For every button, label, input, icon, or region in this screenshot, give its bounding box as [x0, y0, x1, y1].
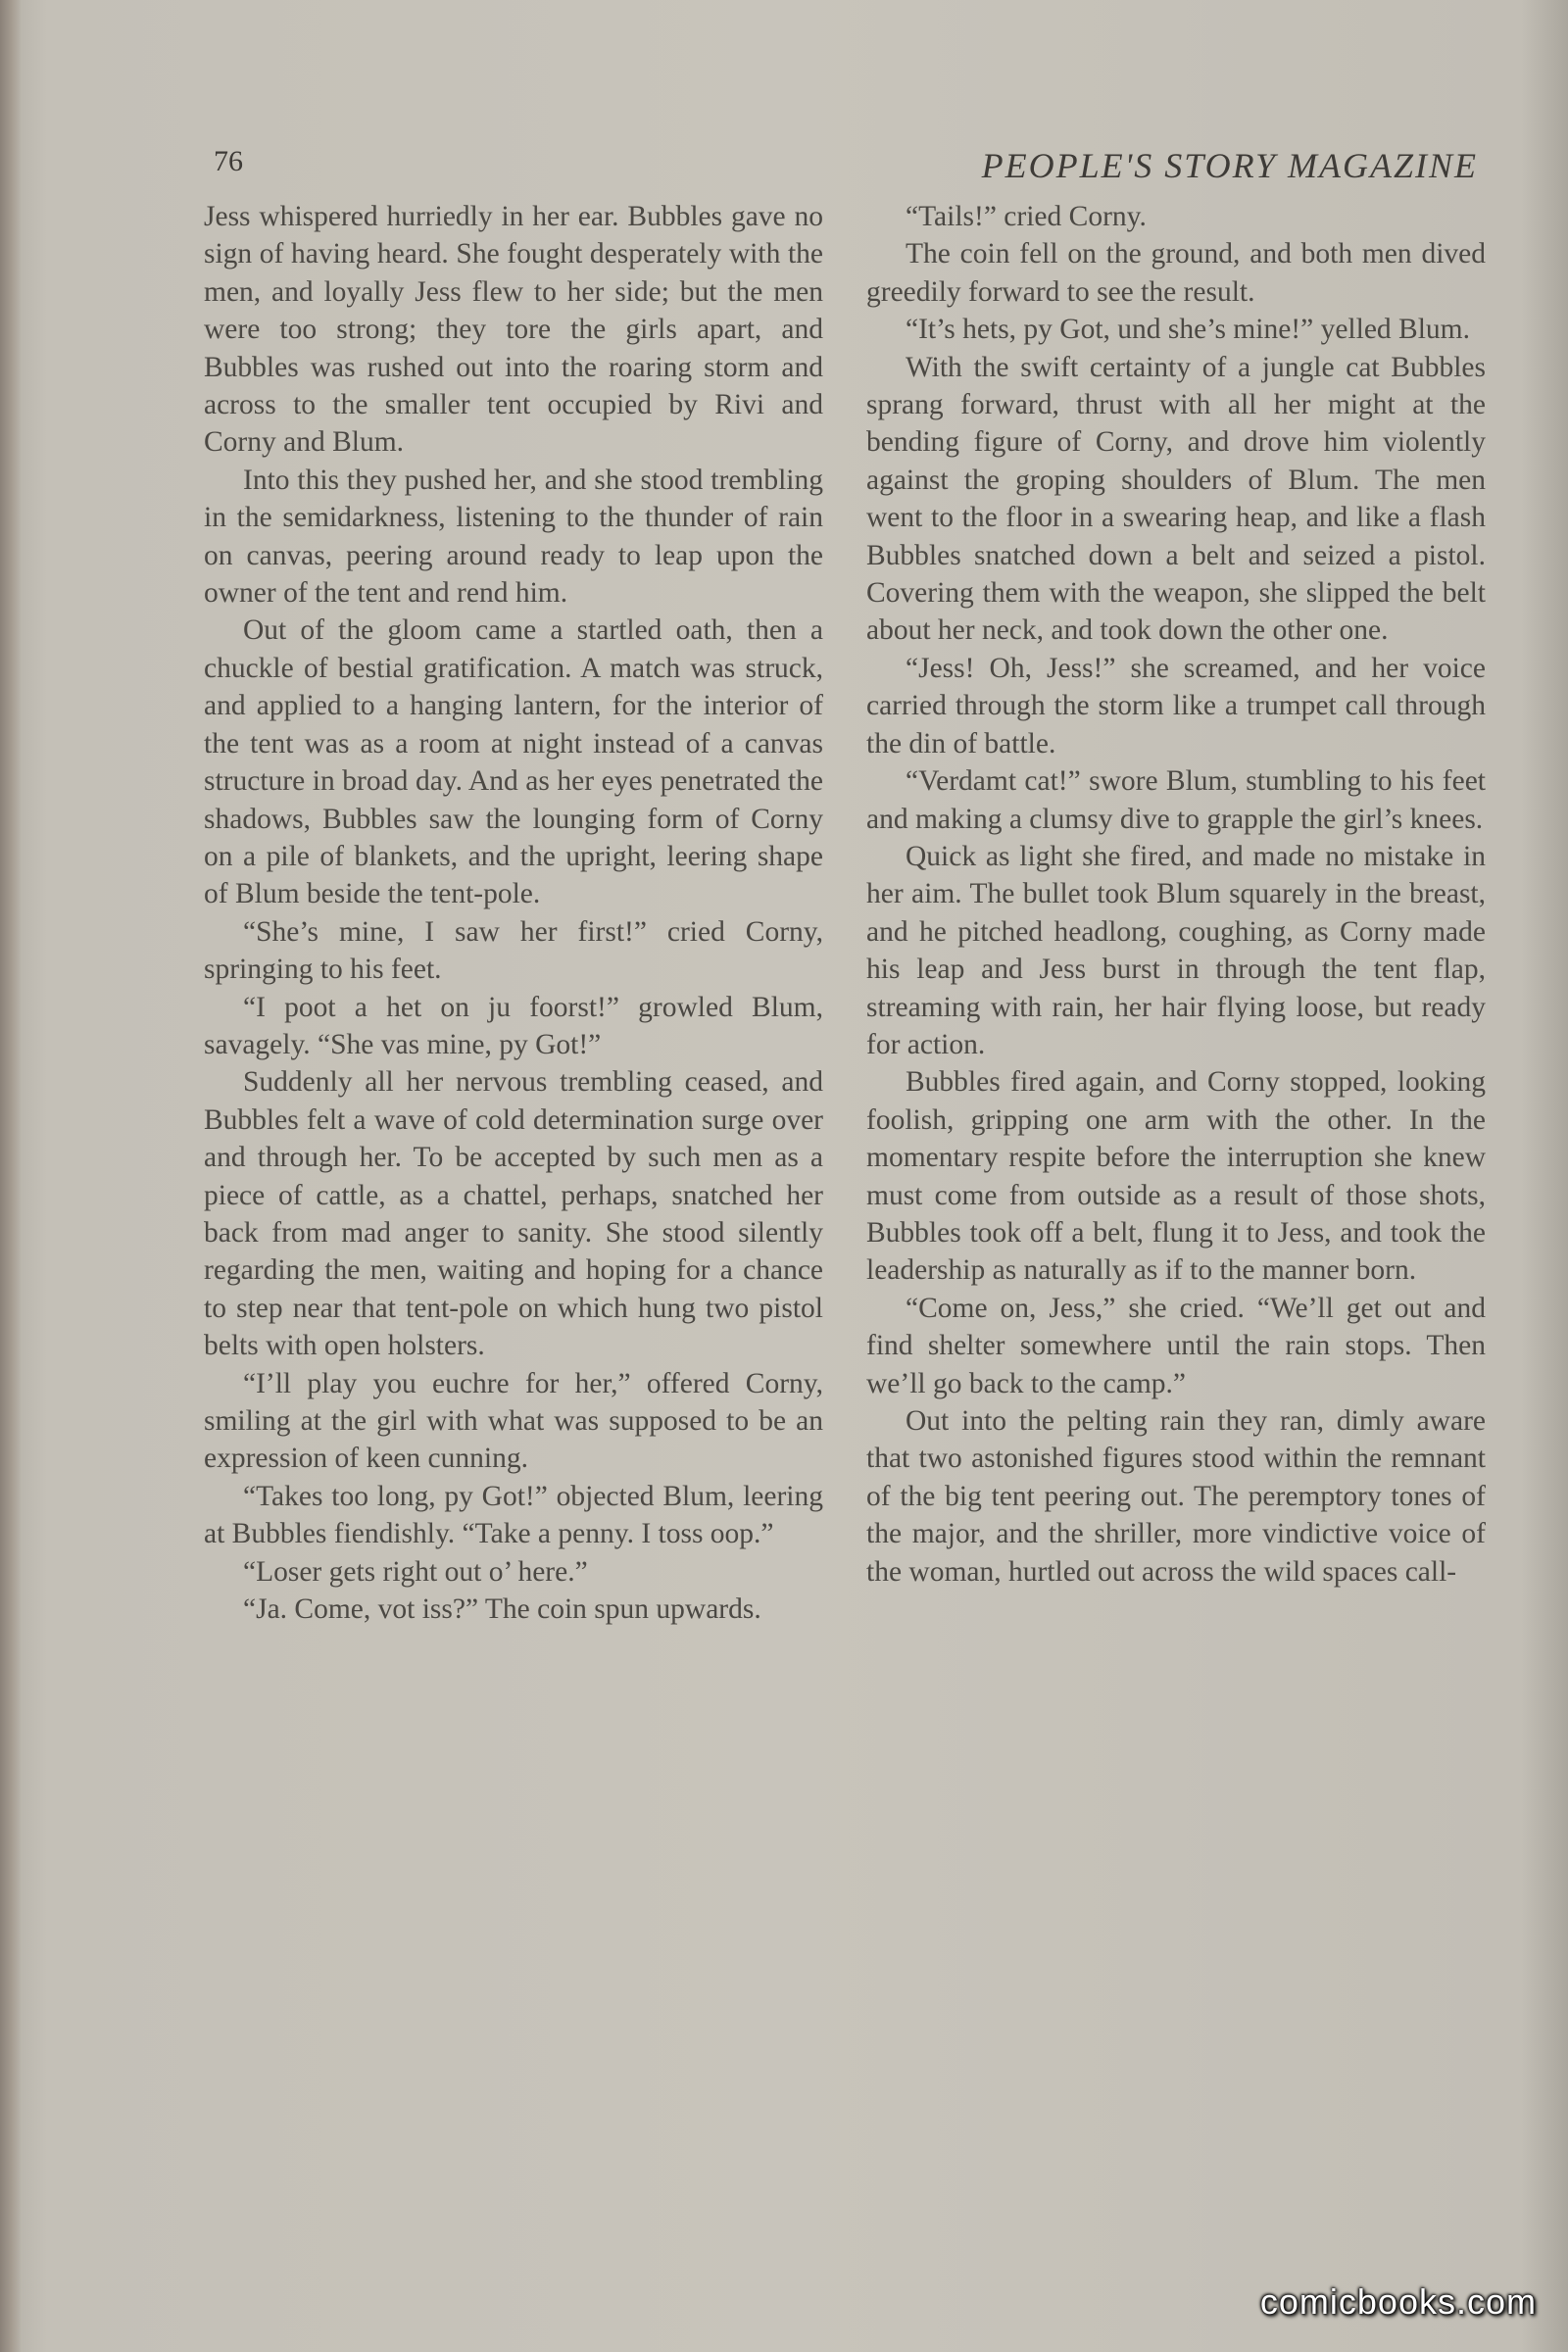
paragraph: “Jess! Oh, Jess!” she screamed, and her voice carried through the storm like a trumpet call through the din of battle. — [866, 652, 1486, 760]
text-column-right — [866, 198, 1486, 1591]
paragraph: Suddenly all her nervous trembling ceased, and Bubbles felt a wave of cold determination surge over and through her. To be accepted by such men as a piece of cattle, as a chattel, perhaps, snatched her back from mad anger to sanity. She stood silently regarding the men, waiting and hoping for a chance to step near that tent-pole on which hung two pistol belts with open holsters. — [204, 1066, 823, 1362]
page-number: 76 — [214, 145, 243, 177]
paragraph: Jess whispered hurriedly in her ear. Bubbles gave no sign of having heard. She fought desperately with the men, and loyally Jess flew to her side; but the men were too strong; they tore the girls apart, and Bubbles was rushed out into the roaring storm and across to the smaller tent occupied by Rivi and Corny and Blum. — [204, 201, 823, 459]
page-spine-shadow — [0, 0, 22, 2352]
page-header — [214, 145, 1478, 194]
running-title: PEOPLE'S STORY MAGAZINE — [981, 146, 1478, 185]
paragraph: “Ja. Come, vot iss?” The coin spun upwards. — [243, 1593, 761, 1626]
paragraph: “Loser gets right out o’ here.” — [243, 1555, 588, 1588]
paragraph: “Tails!” cried Corny. — [906, 201, 1147, 232]
paragraph: Out of the gloom came a startled oath, then a chuckle of bestial gratification. A match was struck, and applied to a hanging lantern, for the interior of the tent was as a room at night instead of a canvas structure in broad day. And as her eyes penetrated the shadows, Bubbles saw the lounging form of Corny on a pile of blankets, and the upright, leering shape of Blum beside the tent-pole. — [204, 614, 823, 910]
paragraph: “Takes too long, py Got!” objected Blum, leering at Bubbles fiendishly. “Take a penny. I toss oop.” — [204, 1480, 823, 1550]
paragraph: “It’s hets, py Got, und she’s mine!” yelled Blum. — [906, 314, 1470, 346]
watermark: comicbooks.com — [1259, 2281, 1537, 2322]
paragraph: “I poot a het on ju foorst!” growled Blum, savagely. “She vas mine, py Got!” — [204, 991, 823, 1060]
paragraph: “I’ll play you euchre for her,” offered Corny, smiling at the girl with what was supposed to be an expression of keen cunning. — [204, 1367, 823, 1475]
paragraph: Into this they pushed her, and she stood trembling in the semidarkness, listening to the thunder of rain on canvas, peering around ready to leap upon the owner of the tent and rend him. — [204, 464, 823, 610]
paragraph: “She’s mine, I saw her first!” cried Corny, springing to his feet. — [204, 915, 823, 986]
paragraph: Quick as light she fired, and made no mistake in her aim. The bullet took Blum squarely in the breast, and he pitched headlong, coughing, as Corny made his leap and Jess burst in through the tent flap, streaming with rain, her hair flying loose, but ready for action. — [866, 840, 1486, 1060]
paragraph: The coin fell on the ground, and both men dived greedily forward to see the result. — [866, 238, 1486, 308]
text-column-left — [204, 198, 823, 1628]
paragraph: “Come on, Jess,” she cried. “We’ll get out and find shelter somewhere until the rain stops. Then we’ll go back to the camp.” — [866, 1292, 1486, 1399]
paragraph: With the swift certainty of a jungle cat Bubbles sprang forward, thrust with all her might at the bending figure of Corny, and drove him violently against the groping shoulders of Blum. The men went to the floor in a swearing heap, and like a flash Bubbles snatched down a belt and seized a pistol. Covering them with the weapon, she slipped the belt about her neck, and took down the other one. — [866, 351, 1486, 647]
paragraph: Out into the pelting rain they ran, dimly aware that two astonished figures stood within the remnant of the big tent peering out. The peremptory tones of the major, and the shriller, more vindictive voice of the woman, hurtled out across the wild spaces call- — [866, 1405, 1486, 1588]
paragraph: “Verdamt cat!” swore Blum, stumbling to his feet and making a clumsy dive to grapple the girl’s knees. — [866, 765, 1486, 835]
paragraph: Bubbles fired again, and Corny stopped, looking foolish, gripping one arm with the other. In the momentary respite before the interruption she knew must come from outside as a result of those shots, Bubbles took off a belt, flung it to Jess, and took the leadership as naturally as if to the manner born. — [866, 1066, 1486, 1287]
